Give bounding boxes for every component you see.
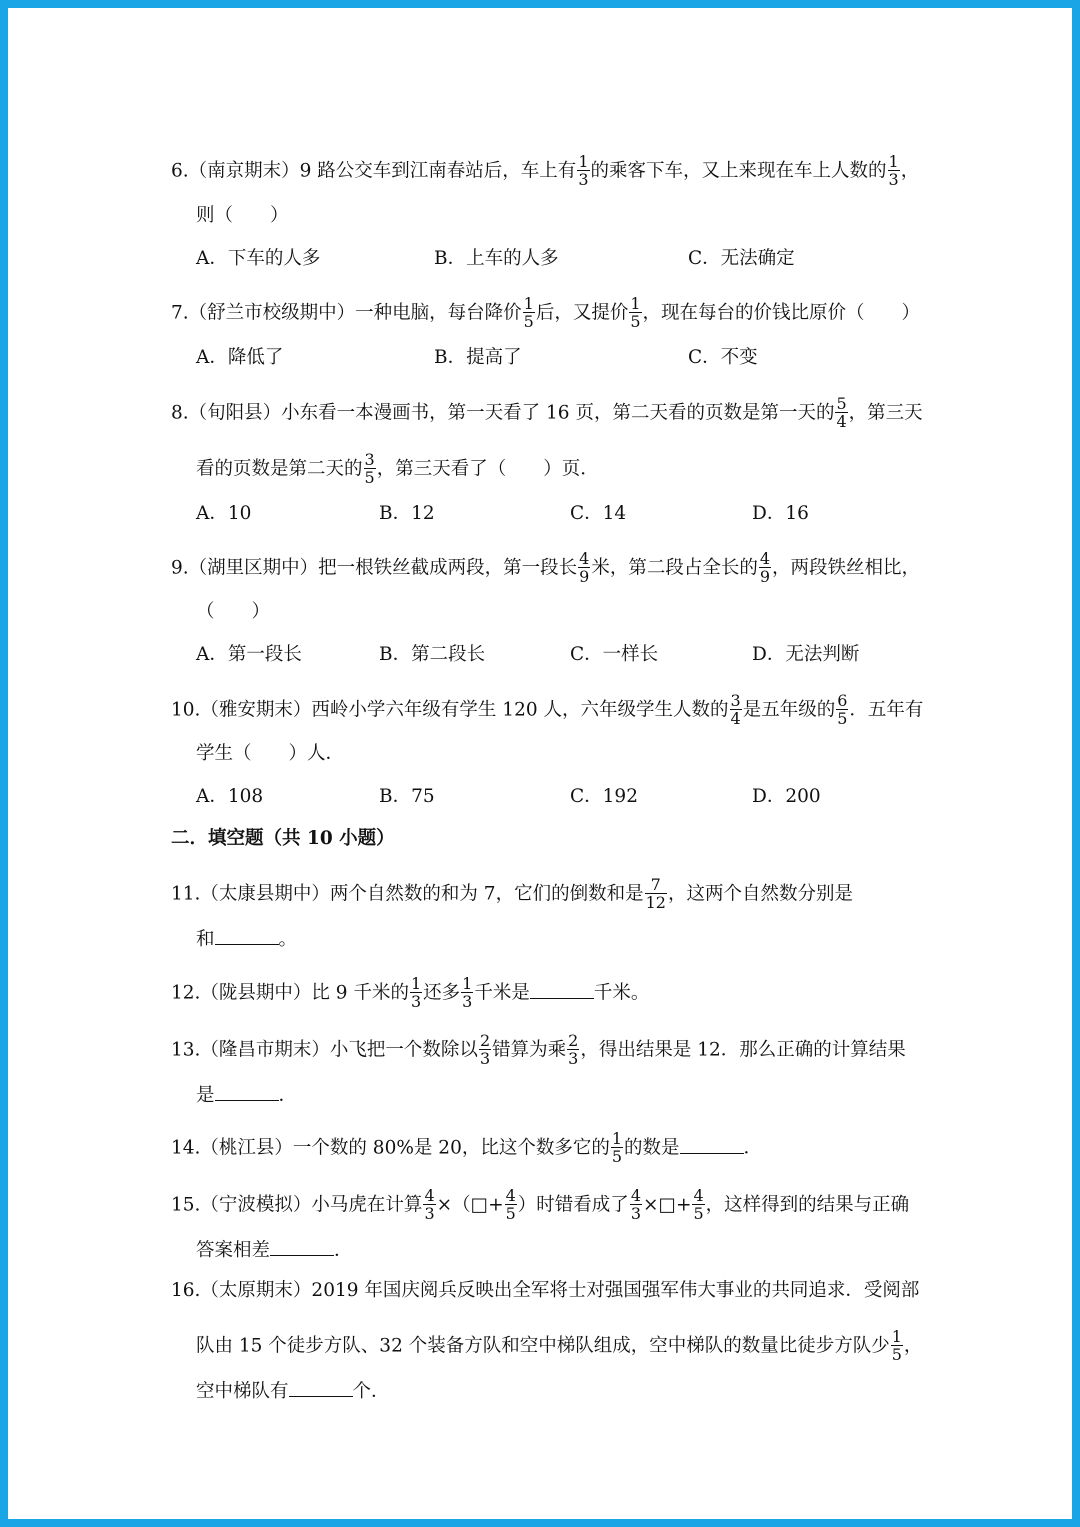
question-9: 9.（湖里区期中）把一根铁丝截成两段，第一段长 $\frac{4}{9}$ 米，第二段占全长的 $\frac{4}{9}$ ，两段铁丝相比， xyxy=(171,549,921,586)
q8-option-a[interactable]: A．10 xyxy=(196,503,252,524)
fraction: $\frac{4}{5}$ xyxy=(693,1186,704,1223)
q16-line3: 空中梯队有 个． xyxy=(196,1378,390,1404)
q6-line2: 则（ ） xyxy=(196,205,289,226)
q7-option-c[interactable]: C．不变 xyxy=(688,347,758,368)
q10-option-a[interactable]: A．108 xyxy=(196,786,264,807)
fraction: $\frac{4}{3}$ xyxy=(424,1186,435,1223)
fraction: $\frac{1}{5}$ xyxy=(611,1129,623,1166)
fraction: $\frac{3}{4}$ xyxy=(730,691,741,728)
question-14: 14.（桃江县）一个数的 80%是 20，比这个数多它的 $\frac{1}{5}$ 的数是 ． xyxy=(171,1129,763,1166)
q6-option-c[interactable]: C．无法确定 xyxy=(688,248,795,269)
q16-line2: 队由 15 个徒步方队、32 个装备方队和空中梯队组成，空中梯队的数量比徒步方队少 $\frac{1}{5}$ ， xyxy=(196,1327,923,1364)
q9-option-c[interactable]: C．一样长 xyxy=(570,644,659,665)
answer-blank[interactable] xyxy=(680,1135,744,1154)
q8-option-d[interactable]: D．16 xyxy=(752,503,809,524)
q6-text-b: 的乘客下车，又上来现在车上人数的 xyxy=(590,160,887,182)
q15-line2: 答案相差 ． xyxy=(196,1237,353,1263)
question-11: 11.（太康县期中）两个自然数的和为 7，它们的倒数和是 $\frac{7}{12}$ ，这两个自然数分别是 xyxy=(171,875,853,912)
fraction: $\frac{4}{9}$ xyxy=(759,549,771,586)
fraction: $\frac{5}{4}$ xyxy=(836,394,847,431)
fraction: $\frac{4}{9}$ xyxy=(579,549,590,586)
fraction: $\frac{1}{3}$ xyxy=(888,152,899,189)
fraction: $\frac{6}{5}$ xyxy=(837,691,848,728)
q6-option-a[interactable]: A．下车的人多 xyxy=(196,248,321,269)
q9-option-a[interactable]: A．第一段长 xyxy=(196,644,302,665)
answer-blank[interactable] xyxy=(289,1378,353,1397)
q7-option-a[interactable]: A．降低了 xyxy=(196,347,284,368)
fraction: $\frac{7}{12}$ xyxy=(645,875,666,912)
fraction: $\frac{1}{3}$ xyxy=(462,974,473,1011)
fraction: $\frac{2}{3}$ xyxy=(479,1031,491,1068)
q13-line2: 是 ． xyxy=(196,1082,297,1108)
q8-line2: 看的页数是第二天的 $\frac{3}{5}$ ，第三天看了（ ）页． xyxy=(196,450,599,487)
fraction: $\frac{4}{5}$ xyxy=(505,1186,516,1223)
q6-text-a: 6.（南京期末）9 路公交车到江南春站后，车上有 xyxy=(171,160,577,182)
fraction: $\frac{2}{3}$ xyxy=(568,1031,579,1068)
q8-option-b[interactable]: B．12 xyxy=(379,503,435,524)
q11-line2: 和 。 xyxy=(196,926,297,952)
q10-option-d[interactable]: D．200 xyxy=(752,786,821,807)
q6-option-b[interactable]: B．上车的人多 xyxy=(434,248,559,269)
question-15: 15.（宁波模拟）小马虎在计算 $\frac{4}{3}$ ×（□+ $\frac{4}{5}$ ）时错看成了 $\frac{4}{3}$ ×□+ $\frac{4}{5}$ ，这样得到的结果与正确 xyxy=(171,1186,910,1223)
question-13: 13.（隆昌市期末）小飞把一个数除以 $\frac{2}{3}$ 错算为乘 $\frac{2}{3}$ ，得出结果是 12．那么正确的计算结果 xyxy=(171,1031,906,1068)
question-12: 12.（陇县期中）比 9 千米的 $\frac{1}{3}$ 还多 $\frac{1}{3}$ 千米是 千米。 xyxy=(171,974,650,1011)
q9-option-b[interactable]: B．第二段长 xyxy=(379,644,486,665)
q9-line2: （ ） xyxy=(196,601,271,622)
question-10: 10.（雅安期末）西岭小学六年级有学生 120 人，六年级学生人数的 $\frac{3}{4}$ 是五年级的 $\frac{6}{5}$ ．五年有 xyxy=(171,691,924,728)
fraction: $\frac{1}{3}$ xyxy=(410,974,422,1011)
question-8: 8.（旬阳县）小东看一本漫画书，第一天看了 16 页，第二天看的页数是第一天的 $\frac{5}{4}$ ，第三天 xyxy=(171,394,923,431)
fraction: $\frac{4}{3}$ xyxy=(630,1186,641,1223)
answer-blank[interactable] xyxy=(215,926,279,945)
q8-option-c[interactable]: C．14 xyxy=(570,503,627,524)
q10-option-c[interactable]: C．192 xyxy=(570,786,638,807)
answer-blank[interactable] xyxy=(530,980,594,999)
answer-blank[interactable] xyxy=(215,1082,279,1101)
question-6: 6.（南京期末）9 路公交车到江南春站后，车上有 $\frac{1}{3}$ 的乘客下车，又上来现在车上人数的 $\frac{1}{3}$ ， xyxy=(171,152,920,189)
q7-option-b[interactable]: B．提高了 xyxy=(434,347,522,368)
q10-option-b[interactable]: B．75 xyxy=(379,786,435,807)
fraction: $\frac{1}{5}$ xyxy=(891,1327,902,1364)
q10-line2: 学生（ ）人． xyxy=(196,743,345,764)
answer-blank[interactable] xyxy=(270,1237,334,1256)
fraction: $\frac{1}{5}$ xyxy=(630,294,641,331)
fraction: $\frac{3}{5}$ xyxy=(364,450,375,487)
question-7: 7.（舒兰市校级期中）一种电脑，每台降价 $\frac{1}{5}$ 后，又提价 $\frac{1}{5}$ ，现在每台的价钱比原价（ ） xyxy=(171,294,921,331)
fraction: $\frac{1}{5}$ xyxy=(523,294,534,331)
fraction: $\frac{1}{3}$ xyxy=(578,152,589,189)
q9-option-d[interactable]: D．无法判断 xyxy=(752,644,860,665)
question-16: 16.（太原期末）2019 年国庆阅兵反映出全军将士对强国强军伟大事业的共同追求．受阅部 xyxy=(171,1280,920,1301)
section-title-fill-in: 二．填空题（共 10 小题） xyxy=(171,828,395,849)
